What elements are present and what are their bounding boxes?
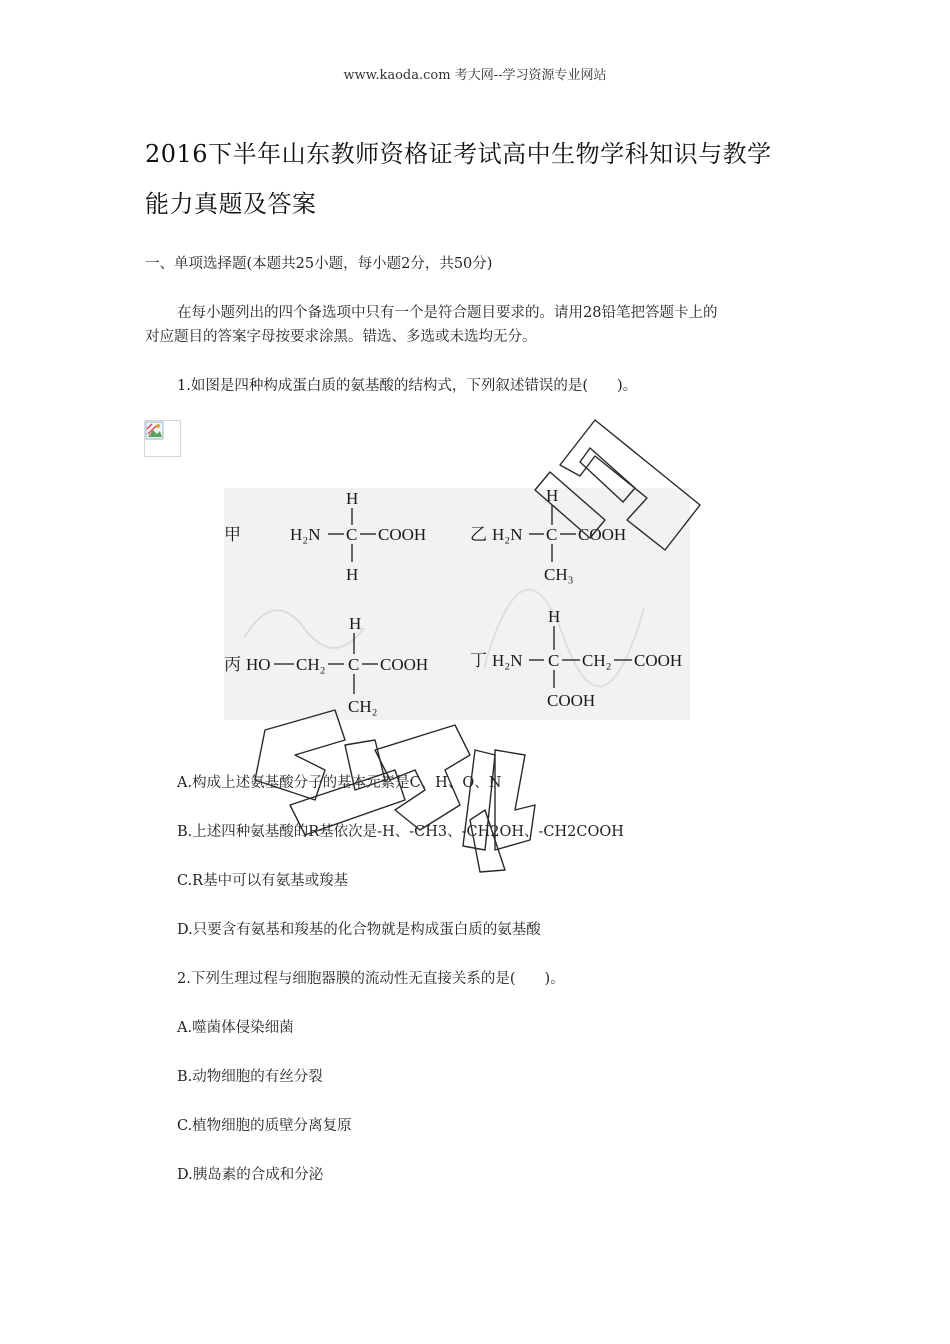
q1-option-a: A.构成上述氨基酸分子的基本元素是C、H、O、N xyxy=(177,775,502,791)
jia-c: C xyxy=(346,525,358,544)
ding-h2n: H₂N xyxy=(492,651,523,670)
ding-c: C xyxy=(548,651,560,670)
ding-h-top: H xyxy=(548,607,561,626)
ding-cooh-right: COOH xyxy=(634,651,683,670)
jia-h-bottom: H xyxy=(346,565,359,584)
question-2-stem: 2.下列生理过程与细胞器膜的流动性无直接关系的是( )。 xyxy=(177,971,565,987)
site-header: www.kaoda.com 考大网--学习资源专业网站 xyxy=(343,68,607,83)
bing-ho: HO xyxy=(246,655,271,674)
page-title-line-1: 2016下半年山东教师资格证考试高中生物学科知识与教学 xyxy=(145,140,772,168)
bing-h-top: H xyxy=(349,614,362,633)
jia-h2n: H₂N xyxy=(290,525,321,544)
instruction-line-1: 在每小题列出的四个备选项中只有一个是符合题目要求的。请用28铅笔把答题卡上的 xyxy=(177,305,718,321)
label-bing: 丙 xyxy=(224,655,241,674)
page-title-line-2: 能力真题及答案 xyxy=(145,190,317,218)
bing-ch2-bottom: CH₂ xyxy=(348,697,378,716)
label-yi: 乙 xyxy=(470,525,487,544)
section-heading: 一、单项选择题(本题共25小题，每小题2分，共50分) xyxy=(145,256,493,272)
ding-ch2: CH₂ xyxy=(582,651,612,670)
label-jia: 甲 xyxy=(224,525,241,544)
bing-cooh: COOH xyxy=(380,655,429,674)
q1-option-b: B.上述四种氨基酸的R基依次是-H、-CH3、-CH2OH、-CH2COOH xyxy=(177,824,624,840)
q1-option-d: D.只要含有氨基和羧基的化合物就是构成蛋白质的氨基酸 xyxy=(177,922,541,938)
q2-option-c: C.植物细胞的质壁分离复原 xyxy=(177,1118,352,1134)
yi-cooh: COOH xyxy=(578,525,627,544)
jia-h-top: H xyxy=(346,489,359,508)
q2-option-a: A.噬菌体侵染细菌 xyxy=(177,1020,294,1036)
q2-option-d: D.胰岛素的合成和分泌 xyxy=(177,1167,324,1183)
jia-cooh: COOH xyxy=(378,525,427,544)
label-ding: 丁 xyxy=(470,651,487,670)
instruction-line-2: 对应题目的答案字母按要求涂黑。错选、多选或未选均无分。 xyxy=(145,329,537,345)
yi-c: C xyxy=(546,525,558,544)
q2-option-b: B.动物细胞的有丝分裂 xyxy=(177,1069,323,1085)
q1-option-c: C.R基中可以有氨基或羧基 xyxy=(177,873,349,889)
watermark-graphic xyxy=(195,410,715,880)
yi-ch3: CH₃ xyxy=(544,565,574,584)
question-1-stem: 1.如图是四种构成蛋白质的氨基酸的结构式，下列叙述错误的是( )。 xyxy=(177,378,638,394)
ding-cooh-bottom: COOH xyxy=(547,691,596,710)
bing-ch2-left: CH₂ xyxy=(296,655,326,674)
broken-image-icon xyxy=(144,420,181,457)
yi-h-top: H xyxy=(546,488,559,505)
bing-c: C xyxy=(348,655,360,674)
yi-h2n: H₂N xyxy=(492,525,523,544)
